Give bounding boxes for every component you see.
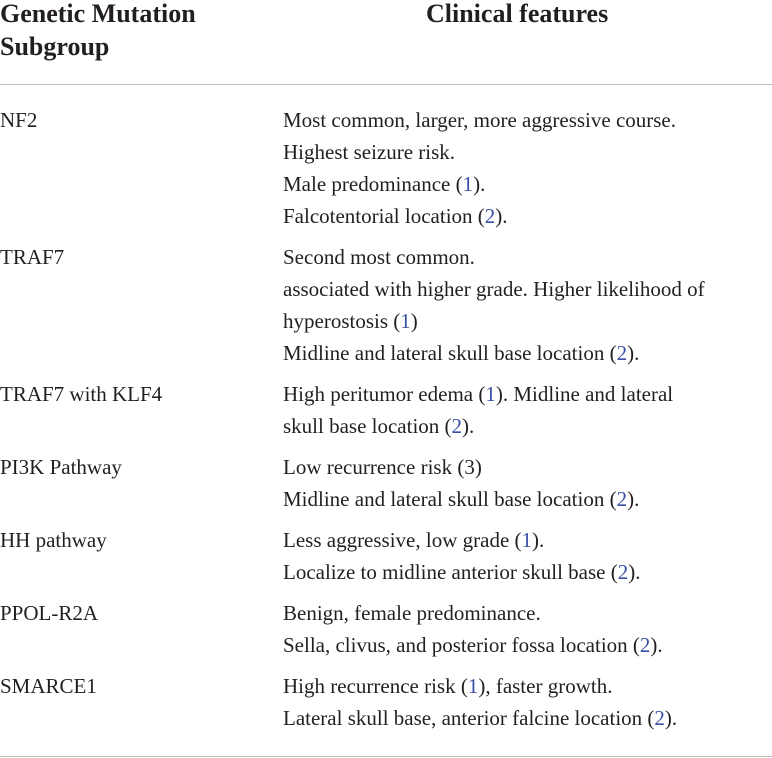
feature-text-suffix: ). [664, 706, 678, 730]
clinical-features-cell [283, 241, 772, 369]
feature-line [283, 702, 772, 734]
reference-link[interactable]: 2 [617, 560, 629, 584]
column-header-clinical-features: Clinical features [426, 0, 609, 28]
feature-line [283, 451, 772, 483]
reference-link[interactable]: 2 [616, 487, 628, 511]
feature-text-suffix: ). [495, 204, 508, 228]
feature-text-suffix: ). Midline and lateral [495, 382, 674, 406]
feature-text-suffix: ), faster growth. [478, 674, 613, 698]
feature-text-suffix: ). [462, 414, 475, 438]
feature-line [283, 629, 772, 661]
feature-text: hyperostosis ( [283, 309, 401, 333]
reference-link[interactable]: 2 [654, 706, 665, 730]
reference-link[interactable]: 1 [485, 382, 496, 406]
subgroup-cell: PI3K Pathway [0, 455, 122, 479]
feature-text-suffix: ). [532, 528, 545, 552]
clinical-features-cell [283, 670, 772, 734]
feature-text: Sella, clivus, and posterior fossa location ( [283, 633, 640, 657]
clinical-features-cell [283, 378, 772, 442]
feature-line [283, 337, 772, 369]
feature-text-suffix: ). [627, 341, 640, 365]
feature-line [283, 104, 772, 136]
subgroup-cell: NF2 [0, 108, 38, 132]
table-bottom-divider [0, 756, 772, 757]
subgroup-cell: PPOL-R2A [0, 601, 99, 625]
feature-line [283, 136, 772, 168]
reference-link[interactable]: 2 [451, 414, 463, 438]
feature-text: Midline and lateral skull base location ( [283, 341, 617, 365]
table-row [0, 451, 772, 515]
feature-text-suffix: ). [650, 633, 663, 657]
feature-text: Midline and lateral skull base location ( [283, 487, 617, 511]
feature-line [283, 378, 772, 410]
subgroup-cell: SMARCE1 [0, 674, 97, 698]
reference-link[interactable]: 1 [521, 528, 533, 552]
feature-line [283, 241, 772, 273]
feature-text-suffix: ). [628, 560, 641, 584]
feature-text: Low recurrence risk (3) [283, 455, 482, 479]
reference-link[interactable]: 1 [467, 674, 479, 698]
table-row [0, 597, 772, 661]
feature-line [283, 200, 772, 232]
feature-text: Highest seizure risk. [283, 140, 456, 164]
table-row [0, 241, 772, 369]
table-row [0, 104, 772, 232]
feature-line [283, 483, 772, 515]
feature-text: skull base location ( [283, 414, 452, 438]
reference-link[interactable]: 1 [462, 172, 474, 196]
feature-text: Most common, larger, more aggressive course. [283, 108, 677, 132]
column-header-genetic-mutation-subgroup: Genetic Mutation Subgroup [0, 0, 196, 61]
feature-text-suffix: ). [627, 487, 640, 511]
clinical-features-cell [283, 451, 772, 515]
feature-line [283, 410, 772, 442]
feature-text: High recurrence risk ( [283, 674, 468, 698]
subgroup-cell: HH pathway [0, 528, 107, 552]
clinical-features-cell [283, 524, 772, 588]
table-row [0, 378, 772, 442]
subgroup-cell: TRAF7 with KLF4 [0, 382, 163, 406]
feature-line [283, 556, 772, 588]
feature-text: High peritumor edema ( [283, 382, 486, 406]
reference-link[interactable]: 2 [639, 633, 651, 657]
feature-line [283, 670, 772, 702]
table-row [0, 670, 772, 734]
feature-line [283, 597, 772, 629]
table-header [0, 0, 772, 84]
reference-link[interactable]: 1 [400, 309, 411, 333]
reference-link[interactable]: 2 [616, 341, 628, 365]
feature-text: Less aggressive, low grade ( [283, 528, 522, 552]
feature-text: Second most common. [283, 245, 475, 269]
clinical-features-cell [283, 104, 772, 232]
feature-text-suffix: ). [473, 172, 486, 196]
feature-line [283, 168, 772, 200]
feature-text: Localize to midline anterior skull base ( [283, 560, 618, 584]
feature-line [283, 305, 772, 337]
reference-link[interactable]: 2 [484, 204, 496, 228]
feature-text: Falcotentorial location ( [283, 204, 485, 228]
feature-text: Male predominance ( [283, 172, 463, 196]
header-divider [0, 84, 772, 85]
table-body [0, 104, 772, 743]
feature-text: Benign, female predominance. [283, 601, 541, 625]
feature-line [283, 273, 772, 305]
feature-text-suffix: ) [410, 309, 418, 333]
clinical-features-cell [283, 597, 772, 661]
feature-line [283, 524, 772, 556]
subgroup-cell: TRAF7 [0, 245, 65, 269]
feature-text: Lateral skull base, anterior falcine location ( [283, 706, 655, 730]
table-row [0, 524, 772, 588]
feature-text: associated with higher grade. Higher likelihood of [283, 277, 705, 301]
